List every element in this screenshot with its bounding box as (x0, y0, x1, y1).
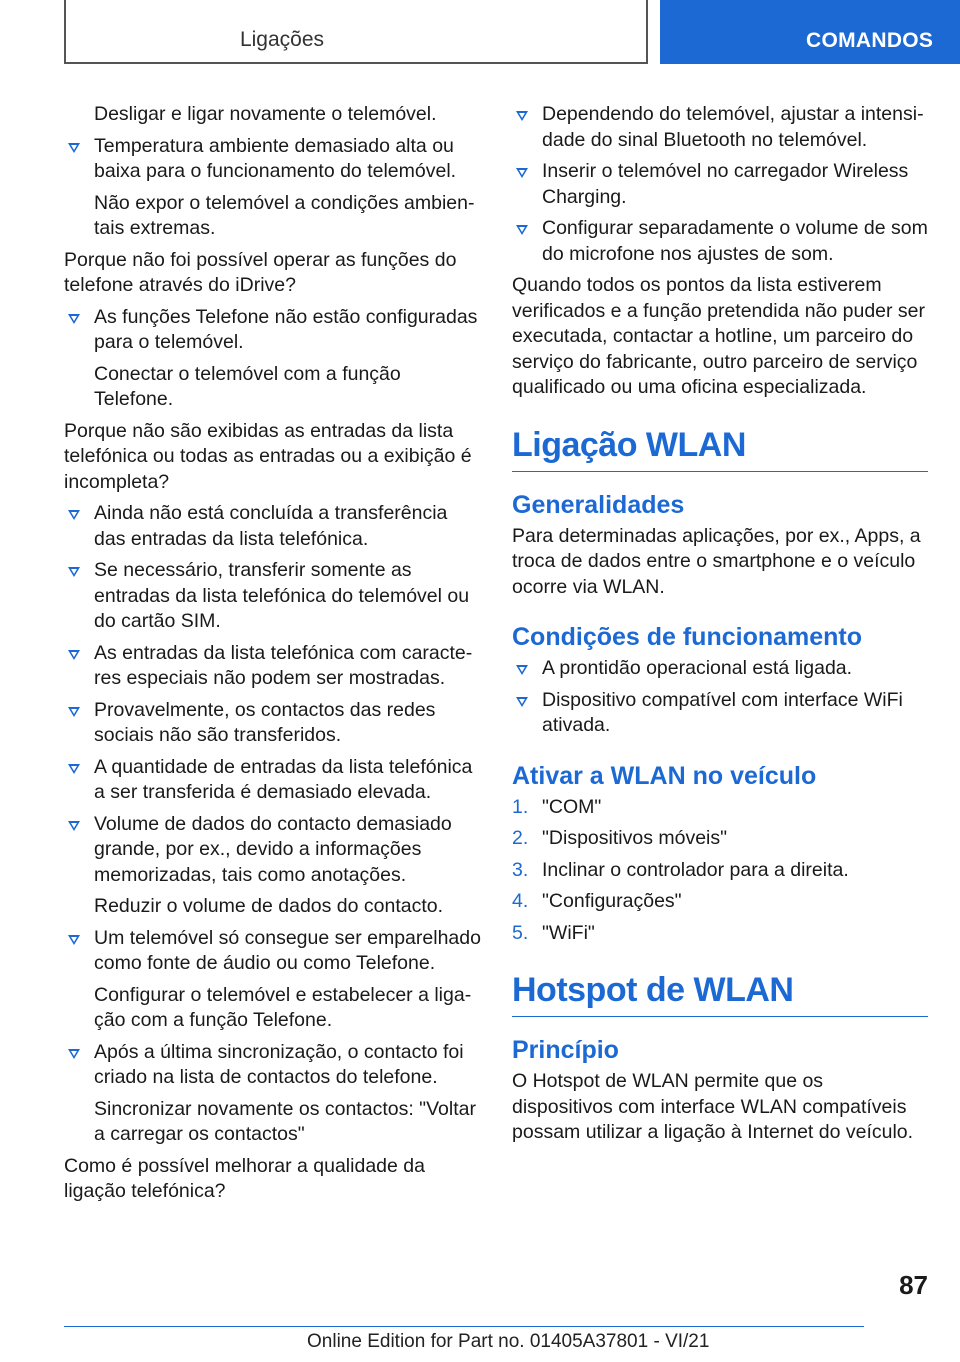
list-item-text: A prontidão operacional está ligada. (542, 657, 853, 679)
paragraph: Como é possível melhorar a qualidade da ligação telefónica? (64, 1154, 425, 1202)
chapter-tab[interactable]: COMANDOS (660, 0, 960, 64)
step-text: "COM" (542, 795, 602, 818)
triangle-bullet-icon (516, 168, 528, 178)
step-item (512, 921, 928, 947)
list-item-text: As funções Telefone não estão configuradas para o telemóvel. (94, 305, 478, 353)
step-text: "Configurações" (542, 890, 682, 912)
triangle-bullet-icon (68, 821, 80, 831)
step-item (512, 795, 928, 821)
list-item (64, 558, 482, 635)
list-item-text: Volume de dados do contacto demasiado grande, por ex., devido a informações memorizadas, tais como anotações. (94, 812, 452, 886)
list-item-text: Dependendo do telemóvel, ajustar a intensidade do sinal Bluetooth no telemóvel. (542, 103, 924, 151)
section-title: Ligações (239, 28, 324, 51)
indented-text: Configurar o telemóvel e estabelecer a ligação com a função Telefone. (94, 983, 472, 1031)
list-item (512, 656, 928, 682)
paragraph: Para determinadas aplicações, por ex., Apps, a troca de dados entre o smartphone e o veículo ocorre via WLAN. (512, 524, 921, 598)
list-item-text: Se necessário, transferir somente as entradas da lista telefónica do telemóvel ou do cartão SIM. (94, 559, 470, 632)
triangle-bullet-icon (68, 143, 80, 153)
list-item (64, 305, 482, 356)
triangle-bullet-icon (68, 650, 80, 660)
subsection-heading: Ativar a WLAN no veículo (512, 761, 817, 790)
list-item (64, 755, 482, 806)
indented-text: Sincronizar novamente os contactos: "Voltar a carregar os contactos" (94, 1097, 476, 1145)
list-item (64, 926, 482, 977)
paragraph: O Hotspot de WLAN permite que os dispositivos com interface WLAN compatíveis possam utilizar a ligação à Internet do veículo. (512, 1070, 914, 1143)
step-number: 1. (512, 795, 529, 818)
step-item (512, 889, 928, 915)
list-item-text: Provavelmente, os contactos das redes sociais não são transferidos. (94, 698, 436, 746)
right-column (512, 102, 928, 1152)
indented-text: Não expor o telemóvel a condições ambientais extremas. (94, 191, 475, 239)
list-item (64, 501, 482, 552)
list-item-text: As entradas da lista telefónica com caracteres especiais não podem ser mostradas. (94, 641, 473, 689)
list-item (64, 641, 482, 692)
list-item (64, 812, 482, 889)
list-item (64, 134, 482, 185)
paragraph: Quando todos os pontos da lista estiverem verificados e a função pretendida não puder ser executada, contactar a hotline, um parceiro do serviço do fabricante, outro parceiro de serviço qualificado ou uma oficina especializada. (512, 274, 926, 398)
list-item (64, 698, 482, 749)
footer-divider (64, 1326, 864, 1327)
subsection-heading: Condições de funcionamento (512, 623, 863, 651)
triangle-bullet-icon (516, 665, 528, 675)
subsection-heading: Princípio (512, 1036, 619, 1064)
triangle-bullet-icon (516, 697, 528, 707)
step-number: 2. (512, 827, 529, 849)
triangle-bullet-icon (68, 567, 80, 577)
list-item-text: A quantidade de entradas da lista telefónica a ser transferida é demasiado elevada. (94, 755, 473, 803)
step-number: 3. (512, 858, 529, 881)
list-item (512, 159, 928, 210)
step-number: 5. (512, 921, 529, 944)
list-item-text: Ainda não está concluída a transferência das entradas da lista telefónica. (94, 502, 448, 550)
triangle-bullet-icon (68, 1049, 80, 1059)
footer-edition: Online Edition for Part no. 01405A37801 - VI/21 (307, 1331, 710, 1352)
list-item-text: Configurar separadamente o volume de som do microfone nos ajustes de som. (542, 217, 928, 265)
header-frame (64, 0, 648, 64)
list-item-text: Um telemóvel só consegue ser emparelhado como fonte de áudio ou como Telefone. (94, 926, 481, 974)
left-column (64, 102, 482, 1211)
triangle-bullet-icon (516, 225, 528, 235)
indented-text: Reduzir o volume de dados do contacto. (94, 895, 444, 917)
paragraph: Porque não são exibidas as entradas da lista telefónica ou todas as entradas ou a exibição é incompleta? (64, 419, 472, 493)
list-item (512, 216, 928, 267)
section-heading: Hotspot de WLAN (512, 970, 928, 1017)
indented-text: Conectar o telemóvel com a função Telefone. (94, 362, 401, 410)
list-item (512, 102, 928, 153)
triangle-bullet-icon (68, 707, 80, 717)
triangle-bullet-icon (68, 510, 80, 520)
list-item-text: Inserir o telemóvel no carregador Wireless Charging. (542, 160, 909, 208)
step-number: 4. (512, 890, 529, 912)
step-item (512, 826, 928, 852)
step-text: "WiFi" (542, 921, 595, 944)
step-text: "Dispositivos móveis" (542, 827, 728, 849)
page-number: 87 (899, 1270, 928, 1300)
list-item-text: Temperatura ambiente demasiado alta ou baixa para o funcionamento do telemóvel. (94, 134, 457, 182)
triangle-bullet-icon (68, 764, 80, 774)
list-item (512, 688, 928, 739)
triangle-bullet-icon (68, 314, 80, 324)
section-heading: Ligação WLAN (512, 425, 928, 472)
list-item (64, 1040, 482, 1091)
paragraph: Porque não foi possível operar as funções do telefone através do iDrive? (64, 248, 457, 296)
step-item (512, 858, 928, 884)
list-item-text: Após a última sincronização, o contacto foi criado na lista de contactos do telefone. (94, 1040, 464, 1088)
subsection-heading: Generalidades (512, 490, 685, 519)
triangle-bullet-icon (68, 935, 80, 945)
step-text: Inclinar o controlador para a direita. (542, 858, 849, 881)
list-item-text: Dispositivo compatível com interface WiFi ativada. (542, 688, 903, 736)
indented-text: Desligar e ligar novamente o telemóvel. (94, 103, 437, 125)
triangle-bullet-icon (516, 111, 528, 121)
